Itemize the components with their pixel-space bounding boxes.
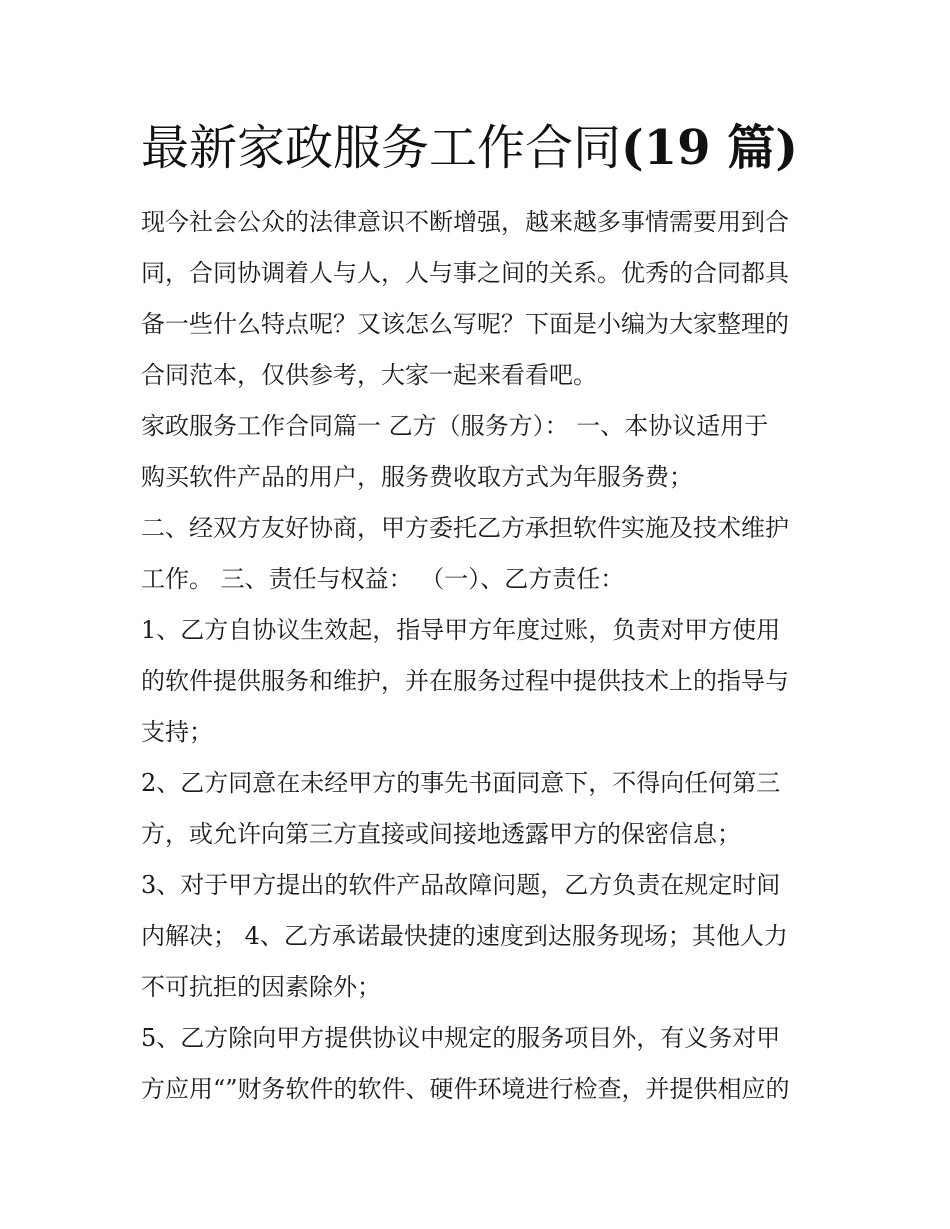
body-line: 3、对于甲方提出的软件产品故障问题，乙方负责在规定时间 [141, 871, 781, 899]
title-text: 最新家政服务工作合同 [141, 120, 622, 176]
body-line: 的软件提供服务和维护，并在服务过程中提供技术上的指导与 [141, 667, 789, 695]
body-line: 家政服务工作合同篇一 乙方（服务方）： 一、本协议适用于 [141, 412, 769, 440]
body-line: 现今社会公众的法律意识不断增强，越来越多事情需要用到合 [141, 208, 789, 236]
body-line: 合同范本，仅供参考，大家一起来看看吧。 [141, 361, 597, 389]
document-body [141, 197, 813, 1115]
body-line: 工作。 三、责任与权益： （一）、乙方责任： [141, 565, 625, 593]
body-line: 不可抗拒的因素除外； [141, 973, 381, 1001]
body-line: 2、乙方同意在未经甲方的事先书面同意下，不得向任何第三 [141, 769, 781, 797]
document-title [141, 116, 841, 180]
body-line: 备一些什么特点呢？又该怎么写呢？下面是小编为大家整理的 [141, 310, 789, 338]
body-line: 方应用“”财务软件的软件、硬件环境进行检查，并提供相应的 [141, 1075, 790, 1103]
body-line: 方，或允许向第三方直接或间接地透露甲方的保密信息； [141, 820, 741, 848]
body-line: 1、乙方自协议生效起，指导甲方年度过账，负责对甲方使用 [141, 616, 781, 644]
body-line: 同，合同协调着人与人，人与事之间的关系。优秀的合同都具 [141, 259, 789, 287]
body-line: 支持； [141, 718, 213, 746]
body-line: 5、乙方除向甲方提供协议中规定的服务项目外，有义务对甲 [141, 1024, 781, 1052]
body-line: 购买软件产品的用户，服务费收取方式为年服务费； [141, 463, 693, 491]
body-line: 内解决； 4、乙方承诺最快捷的速度到达服务现场；其他人力 [141, 922, 788, 950]
title-suffix: (19 篇) [621, 120, 798, 176]
body-line: 二、经双方友好协商，甲方委托乙方承担软件实施及技术维护 [141, 514, 789, 542]
